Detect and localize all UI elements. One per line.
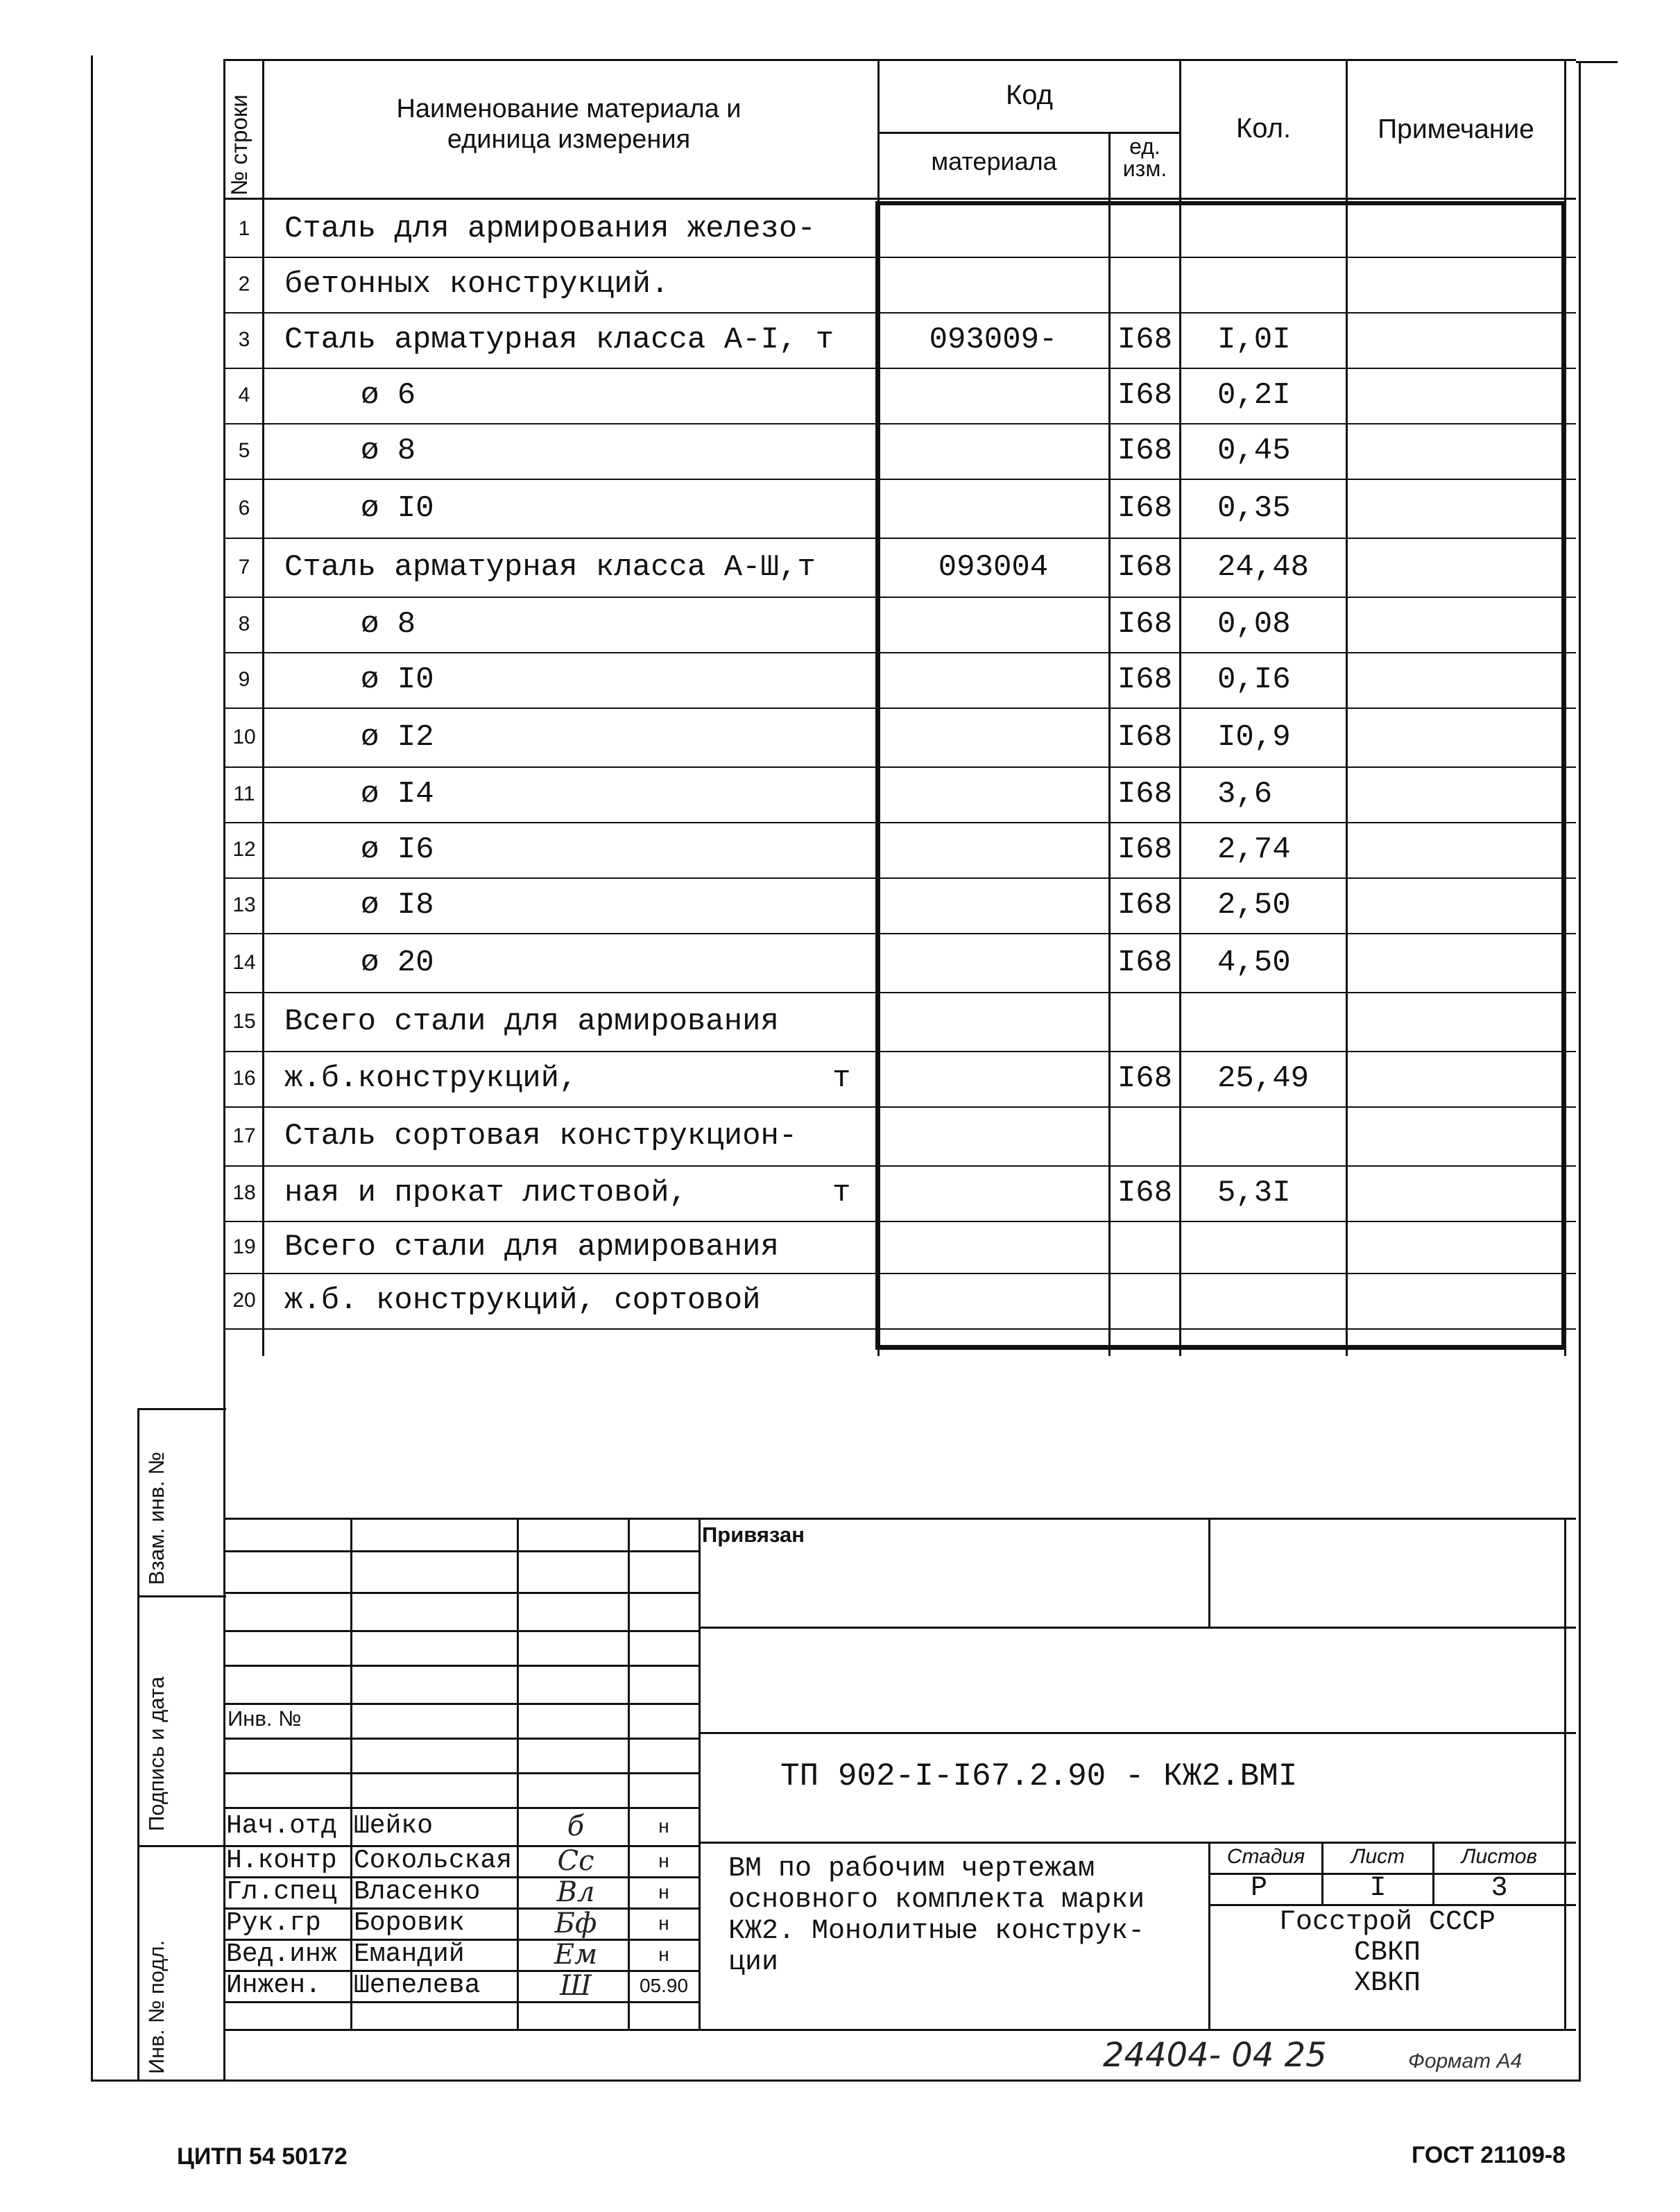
row-unit-code [1112,1106,1178,1165]
row-material-code [882,1106,1104,1165]
side-sign-date: Подпись и дата [144,1677,169,1831]
row-quantity: 0,2I [1217,378,1291,413]
privyazan-bottom-line [698,1627,1576,1629]
row-material-code [882,933,1104,992]
stamp-bottom-line [223,2029,1576,2031]
person-role: Нач.отд [226,1811,337,1841]
row-material-name: ø 8 [361,434,416,468]
stage-label: Стадия [1226,1845,1305,1868]
row-material-name: ø I8 [361,888,434,923]
row-unit-code [1112,1221,1178,1273]
footer-left-code: ЦИТП 54 50172 [177,2143,348,2170]
row-material-code: 093009- [929,323,1058,357]
header-name [264,94,874,155]
row-material-name: ø I6 [361,832,434,867]
row-number: 1 [238,217,250,240]
row-quantity: I0,9 [1217,719,1291,755]
row-material-code [882,1273,1104,1328]
row-material-name: ø I0 [361,662,434,697]
header-name-line1: Наименование материала и [396,94,742,123]
org-line-1: Госстрой СССР [1278,1907,1496,1938]
row-material-name: ø 20 [361,945,434,980]
row-note [1349,257,1561,312]
row-material-name: ø 6 [361,378,416,413]
row-material-code [882,822,1104,877]
row-number: 16 [232,1067,256,1090]
stamp-col-line [350,1518,352,2031]
row-note [1349,368,1561,423]
row-separator [223,1328,1576,1330]
row-material-name: Сталь сортовая конструкцион- [284,1118,798,1154]
row-material-code [882,423,1104,479]
row-note [1349,652,1561,708]
row-note [1349,1051,1561,1106]
format-label: Формат А4 [1408,2050,1523,2073]
stamp-left-border [223,1356,225,2081]
row-unit-code: I68 [1117,777,1173,812]
person-name: Емандий [354,1939,465,1969]
document-title [728,1853,1145,1978]
row-quantity: 2,50 [1217,888,1291,923]
row-number: 13 [232,893,256,916]
row-material-name: Сталь для армирования железо- [284,212,816,246]
side-strip-divider-1 [137,1595,226,1597]
header-unit-line1: ед. [1129,134,1160,159]
header-bottom-border [223,198,1576,200]
org-line-3: ХВКП [1353,1968,1421,1999]
person-role: Вед.инж [226,1939,337,1969]
row-material-name: Всего стали для армирования [284,1004,779,1039]
row-quantity [1217,201,1342,257]
person-date: н [658,1943,669,1965]
frame-right-line [1579,62,1581,2081]
row-number: 4 [238,384,250,406]
row-quantity [1217,257,1342,312]
row-material-name: ø I0 [361,490,434,526]
inv-no-label: Инв. № [228,1706,302,1731]
title-line-3: КЖ2. Монолитные конструк- [728,1916,1145,1947]
row-quantity [1217,1221,1342,1273]
person-date: н [658,1815,669,1837]
sheets-value: 3 [1491,1873,1508,1904]
row-unit-suffix: т [832,1061,851,1096]
row-material-code [882,479,1104,538]
row-quantity [1217,992,1342,1051]
row-material-code [882,368,1104,423]
person-name: Власенко [354,1877,481,1907]
row-number: 6 [238,496,250,520]
organization [1210,1907,1564,1999]
row-number: 8 [238,612,250,635]
row-number: 19 [232,1235,256,1258]
row-unit-code: I68 [1117,719,1173,755]
person-date: н [658,1912,669,1934]
row-number: 10 [232,725,256,748]
row-material-name: ø I4 [361,777,434,812]
row-number: 18 [232,1181,256,1204]
row-unit-code: I68 [1117,832,1173,867]
row-note [1349,479,1561,538]
row-material-code [882,1221,1104,1273]
row-quantity: 4,50 [1217,945,1291,980]
row-unit-code [1112,201,1178,257]
header-material: материала [931,147,1057,175]
side-strip-left [137,1408,139,2081]
stamp-col-line [517,1518,519,2031]
person-role: Гл.спец [226,1877,337,1907]
row-material-name: ж.б.конструкций, [284,1061,578,1096]
header-unit [1111,135,1179,180]
stage-value: Р [1250,1873,1267,1904]
document-code: ТП 902-I-I67.2.90 - КЖ2.ВМI [780,1758,1298,1794]
row-note [1349,201,1561,257]
row-note [1349,1273,1561,1328]
row-quantity: I,0I [1217,323,1291,357]
row-material-code [882,1165,1104,1221]
person-date: 05.90 [639,1974,689,1996]
row-number: 3 [238,328,250,351]
row-quantity: 24,48 [1217,549,1310,585]
footer-gost: ГОСТ 21109-8 [1412,2142,1566,2168]
row-unit-suffix: т [832,1176,851,1210]
row-note [1349,538,1561,597]
sheets-label: Листов [1461,1845,1538,1868]
row-material-code [882,257,1104,312]
row-material-name: ø 8 [361,607,416,642]
row-note [1349,312,1561,368]
row-note [1349,1165,1561,1221]
stage-value-line [1208,1904,1576,1906]
row-material-name: ж.б. конструкций, сортовой [284,1283,761,1318]
row-note [1349,933,1561,992]
person-date: н [658,1849,669,1871]
sheet-value: I [1369,1873,1387,1904]
table-top-border [223,59,1576,61]
header-note: Примечание [1378,114,1534,144]
row-unit-code [1112,257,1178,312]
row-number: 17 [232,1124,256,1147]
row-quantity [1217,1106,1342,1165]
row-quantity: 0,I6 [1217,662,1291,697]
row-note [1349,766,1561,822]
header-code: Код [1005,80,1053,110]
person-name: Сокольская [354,1846,513,1876]
row-note [1349,877,1561,933]
person-role: Инжен. [226,1971,321,2000]
row-material-name: Сталь арматурная класса А-I, т [284,323,834,357]
row-note [1349,1106,1561,1165]
row-quantity: 0,45 [1217,434,1291,468]
row-material-code [882,201,1104,257]
stamp-top-line [223,1518,1576,1520]
person-role: Рук.гр [226,1908,321,1938]
person-signature: Ш [560,1970,592,2001]
row-material-name: бетонных конструкций. [284,267,669,302]
header-row-no: № строки [226,94,252,196]
row-number: 2 [238,273,250,295]
row-note [1349,708,1561,766]
row-unit-code: I68 [1117,1176,1173,1210]
row-quantity: 2,74 [1217,832,1291,867]
row-quantity: 25,49 [1217,1061,1310,1096]
row-material-code [882,766,1104,822]
stamp-col-line [698,1518,701,2031]
person-role: Н.контр [226,1846,337,1876]
row-material-name: ø I2 [361,719,434,755]
header-unit-line2: изм. [1122,156,1167,181]
row-unit-code: I68 [1117,549,1173,585]
row-unit-code: I68 [1117,1061,1173,1096]
row-material-name: ная и прокат листовой, [284,1176,687,1210]
row-material-code [882,652,1104,708]
row-material-name: Всего стали для армирования [284,1229,779,1264]
frame-bottom-line [91,2080,1581,2082]
row-material-name: Сталь арматурная класса А-Ш,т [284,549,816,585]
row-number: 20 [232,1289,256,1312]
row-note [1349,597,1561,652]
person-signature: Сс [557,1845,594,1876]
privyazan-col-line [1208,1518,1210,1629]
row-quantity: 5,3I [1217,1176,1291,1210]
side-strip-divider-2 [137,1845,226,1847]
title-line-1: ВМ по рабочим чертежам [728,1853,1095,1885]
person-name: Боровик [354,1908,465,1938]
row-material-code: 093004 [938,549,1049,585]
frame-left-line [91,55,93,2081]
row-number: 15 [232,1009,256,1033]
row-number: 7 [238,555,250,578]
side-strip-top [137,1408,226,1410]
row-number: 5 [238,439,250,462]
code-row-bottom-line [698,1842,1576,1844]
row-material-code [882,708,1104,766]
row-unit-code: I68 [1117,662,1173,697]
row-unit-code: I68 [1117,888,1173,923]
row-note [1349,1221,1561,1273]
row-number: 12 [232,838,256,861]
person-signature: Ем [554,1939,598,1970]
row-quantity: 0,35 [1217,490,1291,526]
row-note [1349,423,1561,479]
code-row-top-line [698,1732,1576,1734]
row-quantity [1217,1273,1342,1328]
privyazan-label: Привязан [702,1523,805,1547]
row-unit-code [1112,992,1178,1051]
row-unit-code: I68 [1117,434,1173,468]
row-unit-code [1112,1273,1178,1328]
side-inv-podl: Инв. № подл. [144,1939,169,2074]
row-unit-code: I68 [1117,323,1173,357]
title-line-4: ции [728,1947,779,1978]
row-material-code [882,992,1104,1051]
row-quantity: 3,6 [1217,777,1273,812]
person-date: н [658,1880,669,1903]
frame-top-line [1576,61,1618,63]
person-signature: Вл [556,1876,595,1907]
handwritten-archive-number: 24404- 04 25 [1103,2036,1327,2075]
row-number: 11 [233,782,255,805]
header-name-line2: единица измерения [447,125,691,154]
row-unit-code: I68 [1117,607,1173,642]
row-material-code [882,877,1104,933]
person-name: Шейко [354,1811,434,1841]
row-note [1349,992,1561,1051]
stamp-right-line [1564,1518,1566,2031]
row-material-code [882,1051,1104,1106]
org-line-2: СВКП [1353,1937,1421,1969]
row-note [1349,822,1561,877]
person-name: Шепелева [354,1971,481,2000]
sheet-label: Лист [1351,1845,1405,1868]
header-qty: Кол. [1235,113,1292,144]
row-unit-code: I68 [1117,490,1173,526]
title-line-2: основного комплекта марки [728,1885,1145,1916]
row-unit-code: I68 [1117,945,1173,980]
person-signature: Бф [554,1907,597,1939]
row-unit-code: I68 [1117,378,1173,413]
row-number: 14 [232,950,256,974]
row-material-code [882,597,1104,652]
row-quantity: 0,08 [1217,607,1291,642]
person-signature: б [567,1810,585,1842]
side-zam-inv: Взам. инв. № [144,1451,169,1585]
row-number: 9 [238,668,250,691]
